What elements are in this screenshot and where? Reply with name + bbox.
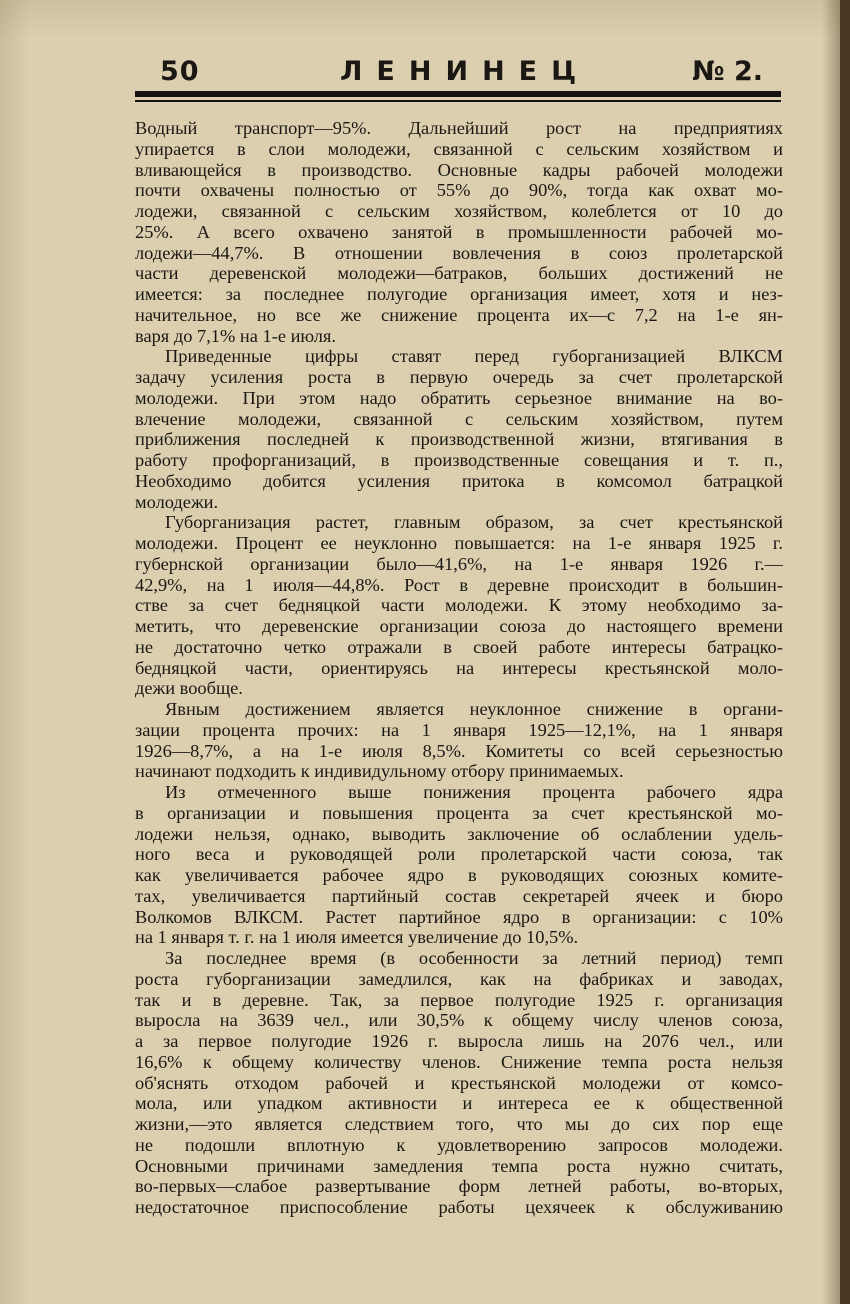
- header-rule-thin: [135, 100, 781, 102]
- text-line: Губорганизация растет, главным образом, за счет крестьянской: [165, 512, 783, 533]
- text-line: в организации и повышения процента за счет крестьянской мо-: [135, 802, 783, 823]
- text-line: молодежи.: [135, 491, 219, 512]
- text-line: жизни,—это является следствием того, что мы до сих пор еще: [135, 1114, 783, 1134]
- text-line: как увеличивается рабочее ядро в руководящих союзных комите-: [135, 865, 783, 885]
- text-line: метить, что деревенские организации союза до настоящего времени: [135, 616, 783, 636]
- journal-title: ЛЕНИНЕЦ: [340, 56, 591, 87]
- text-line: об'яснять отходом рабочей и крестьянской молодежи от комсо-: [135, 1072, 783, 1093]
- text-line: части деревенской молодежи—батраков, больших достижений не: [135, 263, 783, 284]
- text-line: молодежи. Процент ее неуклонно повышается: на 1-е января 1925 г.: [135, 533, 783, 553]
- text-line: лодежи—44,7%. В отношении вовлечения в союз пролетарской: [135, 242, 783, 263]
- page-number: 50: [160, 56, 200, 87]
- text-line: Основными причинами замедления темпа роста нужно считать,: [135, 1155, 783, 1176]
- text-line: влечение молодежи, связанной с сельским хозяйством, путем: [135, 408, 783, 429]
- text-line: роста губорганизации замедлился, как на фабриках и заводах,: [135, 968, 783, 989]
- text-line: 16,6% к общему количеству членов. Снижение темпа роста нельзя: [135, 1051, 783, 1072]
- text-line: начинают подходить к индивидульному отбору принимаемых.: [135, 761, 624, 782]
- text-line: работу профорганизаций, в производственные совещания и т. п.,: [135, 450, 783, 470]
- text-line: во-первых—слабое развертывание форм летней работы, во-вторых,: [135, 1176, 783, 1197]
- binding-edge: [840, 0, 850, 1304]
- text-line: Водный транспорт—95%. Дальнейший рост на предприятиях: [135, 118, 783, 138]
- text-line: 1926—8,7%, а на 1-е июля 8,5%. Комитеты со всей серьезностью: [135, 740, 783, 761]
- text-line: имеется: за последнее полугодие организация имеет, хотя и нез-: [135, 284, 783, 304]
- text-line: Приведенные цифры ставят перед губорганизацией ВЛКСМ: [165, 346, 783, 367]
- body-text: [135, 118, 783, 1218]
- text-line: молодежи. При этом надо обратить серьезное внимание на во-: [135, 387, 783, 408]
- text-line: недостаточное приспособление работы цехячеек к обслуживанию: [135, 1197, 783, 1217]
- text-line: губернской организации было—41,6%, на 1-е января 1926 г.—: [135, 553, 783, 574]
- text-line: упирается в слои молодежи, связанной с сельским хозяйством и: [135, 138, 783, 159]
- text-line: не подошли вплотную к удовлетворению запросов молодежи.: [135, 1134, 783, 1155]
- issue-number: № 2.: [692, 56, 763, 87]
- text-line: задачу усиления роста в первую очередь за счет пролетарской: [135, 367, 783, 387]
- text-line: За последнее время (в особенности за летний период) темп: [165, 948, 783, 968]
- header-rule-thick: [135, 91, 781, 97]
- text-line: приближения последней к производственной жизни, втягивания в: [135, 429, 783, 450]
- text-line: Явным достижением является неуклонное снижение в органи-: [165, 699, 783, 719]
- text-line: дежи вообще.: [135, 678, 243, 699]
- text-line: так и в деревне. Так, за первое полугодие 1925 г. организация: [135, 989, 783, 1010]
- text-line: начительное, но все же снижение процента их—с 7,2 на 1-е ян-: [135, 304, 783, 325]
- text-line: вливающейся в производство. Основные кадры рабочей молодежи: [135, 159, 783, 180]
- page-header: [160, 52, 765, 92]
- text-line: варя до 7,1% на 1-е июля.: [135, 325, 336, 346]
- text-line: 42,9%, на 1 июля—44,8%. Рост в деревне происходит в большин-: [135, 574, 783, 595]
- text-line: на 1 января т. г. на 1 июля имеется увеличение до 10,5%.: [135, 927, 579, 948]
- text-line: Из отмеченного выше понижения процента рабочего ядра: [165, 782, 783, 802]
- text-line: лодежи, связанной с сельским хозяйством, колеблется от 10 до: [135, 201, 783, 221]
- text-line: мола, или упадком активности и интереса ее к общественной: [135, 1093, 783, 1114]
- text-line: Необходимо добится усиления притока в комсомол батрацкой: [135, 470, 783, 491]
- text-line: Волкомов ВЛКСМ. Растет партийное ядро в организации: с 10%: [135, 906, 783, 927]
- text-line: стве за счет бедняцкой части молодежи. К этому необходимо за-: [135, 595, 783, 616]
- text-line: лодежи нельзя, однако, выводить заключение об ослаблении удель-: [135, 823, 783, 844]
- text-line: бедняцкой части, ориентируясь на интересы крестьянской моло-: [135, 657, 783, 678]
- text-line: выросла на 3639 чел., или 30,5% к общему числу членов союза,: [135, 1010, 783, 1031]
- text-line: почти охвачены полностью от 55% до 90%, тогда как охват мо-: [135, 180, 783, 201]
- text-line: зации процента прочих: на 1 января 1925—12,1%, на 1 января: [135, 719, 783, 740]
- text-line: а за первое полугодие 1926 г. выросла лишь на 2076 чел., или: [135, 1031, 783, 1051]
- text-line: 25%. А всего охвачено занятой в промышленности рабочей мо-: [135, 221, 783, 242]
- text-line: ного веса и руководящей роли пролетарской части союза, так: [135, 844, 783, 865]
- text-line: тах, увеличивается партийный состав секретарей ячеек и бюро: [135, 885, 783, 906]
- text-line: не достаточно четко отражали в своей работе интересы батрацко-: [135, 636, 783, 657]
